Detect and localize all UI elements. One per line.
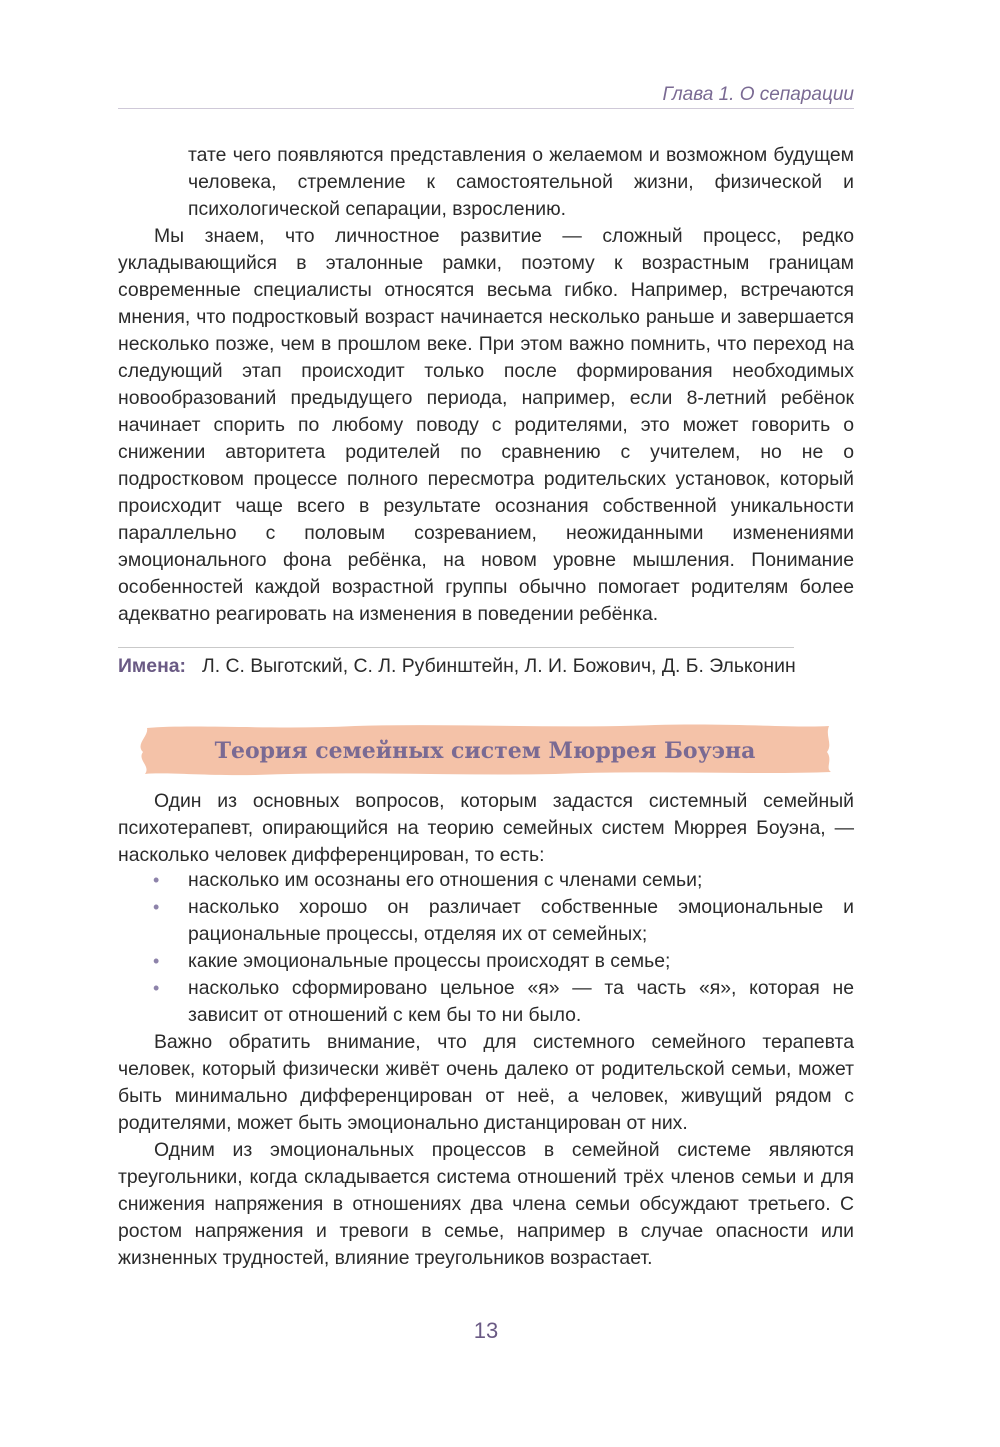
list-item: • какие эмоциональные процессы происходят в семье;: [118, 948, 854, 975]
bullet-dot-icon: •: [153, 870, 160, 890]
list-item: • насколько хорошо он различает собственные эмоциональные и рациональные процессы, отделяя их от семейных;: [153, 896, 854, 945]
continuation-paragraph: тате чего появляются представления о желаемом и возможном будущем человека, стремление к самостоятельной жизни, физической и психологической сепарации, взрослению.: [188, 144, 854, 220]
names-divider: [118, 647, 794, 648]
differentiation-list: [118, 867, 854, 1029]
names-label: Имена:: [118, 655, 187, 677]
running-header: Глава 1. О сепарации: [662, 84, 854, 105]
bullet-dot-icon: •: [153, 978, 160, 998]
list-item: • насколько им осознаны его отношения с членами семьи;: [118, 867, 854, 894]
header-divider: [118, 108, 854, 109]
distance-paragraph: Важно обратить внимание, что для системного семейного терапевта человек, который физически живёт очень далеко от родительской семьи, может быть минимально дифференцирован от неё, а человек, живущий рядом с родителями, может быть эмоционально дистанцирован от них.: [118, 1031, 854, 1134]
list-item: • насколько сформировано цельное «я» — та часть «я», которая не зависит от отношений с кем бы то ни было.: [153, 977, 854, 1026]
development-paragraph: Мы знаем, что личностное развитие — сложный процесс, редко укладывающийся в эталонные рамки, поэтому к возрастным границам современные специалисты относятся весьма гибко. Например, встречаются мнения, что подростковый возраст начинается несколько раньше и завершается несколько позже, чем в прошлом веке. При этом важно помнить, что переход на следующий этап происходит только после формирования необходимых новообразований предыдущего периода, например, если 8-летний ребёнок начинает спорить по любому поводу с родителями, это может говорить о снижении авторитета родителей по сравнению с учителем, но не о подростковом процессе полного пересмотра родительских установок, который происходит чаще всего в результате осознания собственной уникальности параллельно с половым созреванием, неожиданными изменениями эмоционального фона ребёнка, на новом уровне мышления. Понимание особенностей каждой возрастной группы обычно помогает родителям более адекватно реагировать на изменения в поведении ребёнка.: [118, 225, 854, 625]
page-number: 13: [473, 1318, 499, 1343]
bullet-dot-icon: •: [153, 897, 160, 917]
triangles-paragraph: Одним из эмоциональных процессов в семейной системе являются треугольники, когда складывается система отношений трёх членов семьи и для снижения напряжения в отношениях два члена семьи обсуждают третьего. С ростом напряжения и тревоги в семье, например в случае опасности или жизненных трудностей, влияние треугольников возрастает.: [118, 1139, 854, 1269]
section-title: Теория семейных систем Мюррея Боуэна: [214, 738, 756, 764]
bullet-dot-icon: •: [153, 951, 160, 971]
names-value: Л. С. Выготский, С. Л. Рубинштейн, Л. И. Божович, Д. Б. Эльконин: [202, 655, 796, 677]
section-banner: [135, 722, 835, 776]
intro-paragraph: Один из основных вопросов, которым задастся системный семейный психотерапевт, опирающийся на теорию семейных систем Мюррея Боуэна, — насколько человек дифференцирован, то есть:: [118, 790, 854, 866]
names-line: [118, 653, 854, 680]
